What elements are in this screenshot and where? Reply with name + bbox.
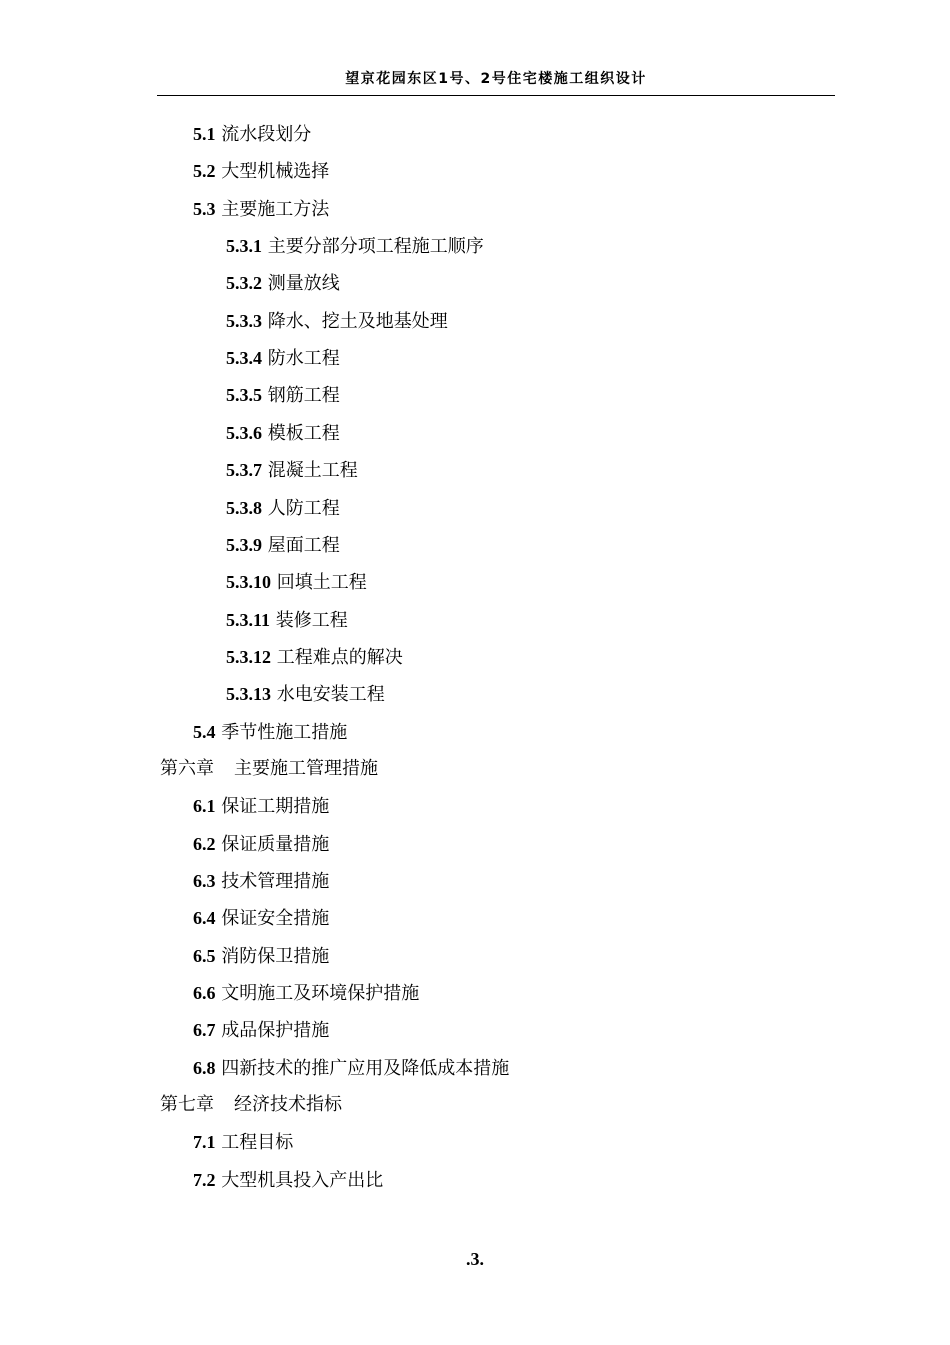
toc-entry-number: 6.1 [193,796,216,816]
toc-entry-number: 5.3.9 [226,535,262,555]
toc-entry[interactable] [193,195,329,223]
toc-entry-title: 大型机械选择 [221,161,330,182]
page-number: .3. [466,1249,484,1269]
toc-entry[interactable] [226,307,448,335]
toc-entry-title: 工程目标 [221,1132,294,1153]
toc-entry-number: 5.3.13 [226,684,271,704]
toc-entry-number: 5.3.3 [226,311,262,331]
toc-entry-title: 钢筋工程 [267,385,340,406]
toc-entry[interactable] [226,643,403,671]
toc-chapter-entry[interactable] [160,1091,342,1119]
toc-entry[interactable] [193,979,419,1007]
toc-entry-number: 6.7 [193,1020,216,1040]
toc-entry[interactable] [193,157,329,185]
toc-entry-number: 5.3.7 [226,460,262,480]
toc-entry-title: 主要分部分项工程施工顺序 [267,236,484,257]
toc-entry-title: 屋面工程 [267,535,340,556]
toc-entry-title: 消防保卫措施 [221,946,330,967]
toc-entry[interactable] [226,606,348,634]
toc-entry[interactable] [193,1166,383,1194]
toc-entry-number: 7.1 [193,1132,216,1152]
toc-entry[interactable] [226,494,340,522]
toc-entry-title: 模板工程 [267,423,340,444]
toc-entry[interactable] [226,232,484,260]
toc-entry[interactable] [226,531,340,559]
toc-entry-title: 技术管理措施 [221,871,330,892]
toc-entry-title: 主要施工方法 [221,199,330,220]
toc-chapter-label: 第七章 [160,1094,214,1115]
toc-chapter-entry[interactable] [160,755,378,783]
toc-entry[interactable] [193,830,329,858]
toc-entry-number: 6.3 [193,871,216,891]
toc-entry-number: 5.3.10 [226,572,271,592]
toc-entry-title: 保证工期措施 [221,796,330,817]
toc-entry-title: 文明施工及环境保护措施 [221,983,420,1004]
toc-entry-number: 6.6 [193,983,216,1003]
toc-entry-title: 测量放线 [267,273,340,294]
toc-entry-number: 5.3.2 [226,273,262,293]
toc-entry-number: 5.3.11 [226,610,271,630]
toc-entry-title: 降水、挖土及地基处理 [267,311,448,332]
toc-entry[interactable] [193,904,329,932]
page-header [157,64,835,96]
toc-entry-number: 6.8 [193,1058,216,1078]
document-title: 望京花园东区1号、2号住宅楼施工组织设计 [345,71,647,87]
toc-entry[interactable] [226,419,340,447]
toc-entry-number: 5.3.5 [226,385,262,405]
toc-entry-title: 回填土工程 [276,572,367,593]
toc-entry-number: 5.3 [193,199,216,219]
toc-chapter-label: 第六章 [160,758,214,779]
toc-entry-number: 5.3.1 [226,236,262,256]
toc-entry[interactable] [226,456,358,484]
toc-entry-title: 主要施工管理措施 [234,758,378,779]
toc-entry[interactable] [226,381,340,409]
toc-entry-title: 流水段划分 [221,124,312,145]
toc-entry[interactable] [226,680,385,708]
toc-entry-number: 5.3.8 [226,498,262,518]
toc-entry[interactable] [193,718,347,746]
toc-entry-number: 5.3.12 [226,647,271,667]
toc-entry[interactable] [193,867,329,895]
toc-entry[interactable] [226,269,340,297]
toc-entry-title: 混凝土工程 [267,460,358,481]
toc-entry-title: 大型机具投入产出比 [221,1170,384,1191]
toc-entry-number: 5.4 [193,722,216,742]
toc-entry-title: 四新技术的推广应用及降低成本措施 [221,1058,510,1079]
toc-entry-title: 经济技术指标 [234,1094,342,1115]
toc-entry-title: 水电安装工程 [276,684,385,705]
toc-entry[interactable] [193,1016,329,1044]
toc-entry[interactable] [193,942,329,970]
toc-entry-number: 6.4 [193,908,216,928]
toc-entry[interactable] [193,792,329,820]
toc-entry-title: 工程难点的解决 [276,647,403,668]
toc-entry-title: 成品保护措施 [221,1020,330,1041]
toc-entry-number: 5.3.6 [226,423,262,443]
toc-entry[interactable] [226,568,367,596]
toc-entry-number: 6.2 [193,834,216,854]
toc-entry-number: 7.2 [193,1170,216,1190]
toc-entry[interactable] [226,344,340,372]
toc-entry-title: 防水工程 [267,348,340,369]
toc-entry[interactable] [193,1128,293,1156]
toc-entry-title: 保证安全措施 [221,908,330,929]
toc-entry-number: 5.2 [193,161,216,181]
toc-entry-title: 季节性施工措施 [221,722,348,743]
toc-entry-title: 保证质量措施 [221,834,330,855]
toc-entry-title: 装修工程 [275,610,348,631]
toc-entry[interactable] [193,120,311,148]
toc-entry-number: 5.3.4 [226,348,262,368]
toc-entry[interactable] [193,1054,509,1082]
toc-entry-number: 5.1 [193,124,216,144]
toc-entry-title: 人防工程 [267,498,340,519]
toc-entry-number: 6.5 [193,946,216,966]
